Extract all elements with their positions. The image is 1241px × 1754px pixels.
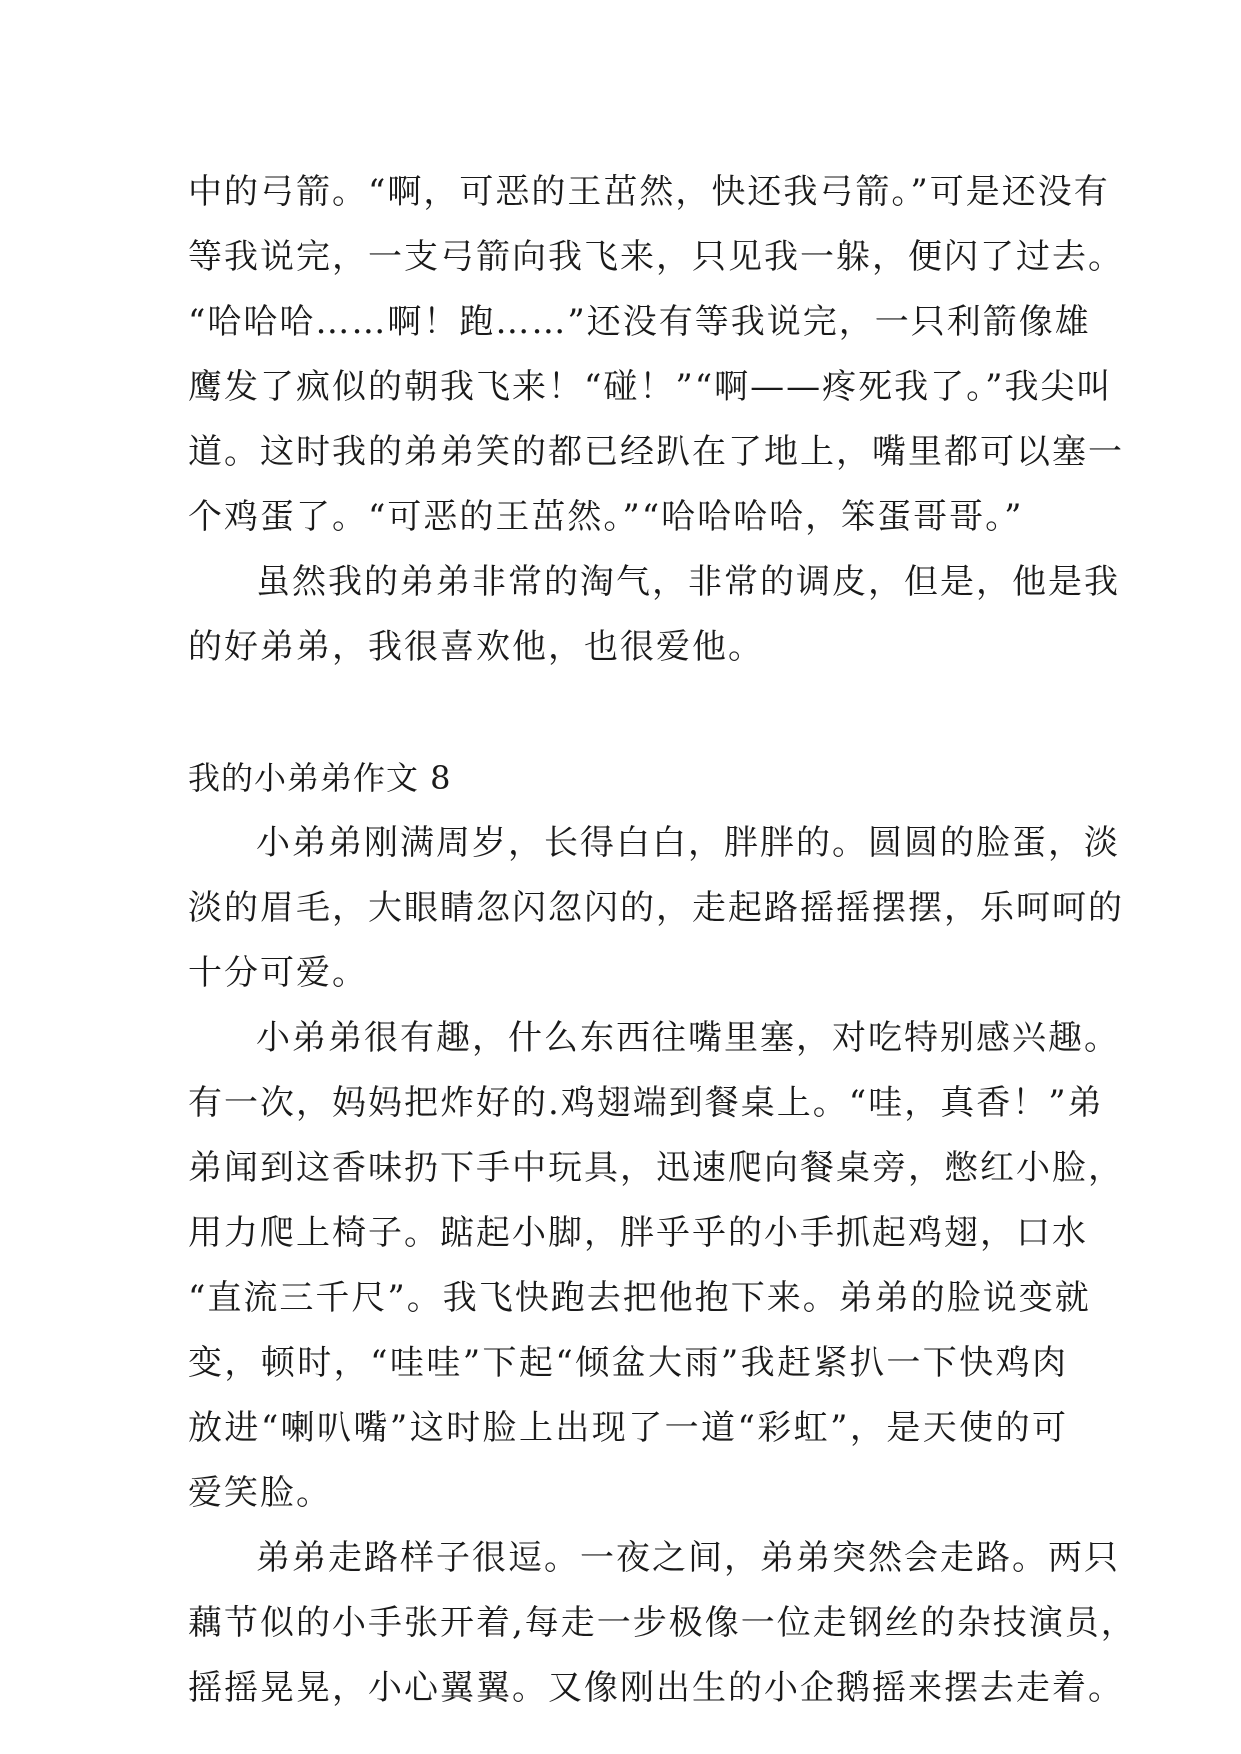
text-line: 鹰发了疯似的朝我飞来！“碰！”“啊——疼死我了。”我尖叫 (188, 367, 1113, 407)
paragraph (188, 1006, 1124, 1526)
text-line: 爱笑脸。 (188, 1473, 332, 1513)
text-line: 变，顿时，“哇哇”下起“倾盆大雨”我赶紧扒一下快鸡肉 (188, 1343, 1068, 1383)
text-line: “直流三千尺”。我飞快跑去把他抱下来。弟弟的脸说变就 (188, 1278, 1091, 1318)
paragraph (188, 811, 1124, 1006)
text-line: 藕节似的小手张开着,每走一步极像一位走钢丝的杂技演员， (188, 1603, 1137, 1643)
text-line: 淡的眉毛，大眼睛忽闪忽闪的，走起路摇摇摆摆，乐呵呵的 (188, 888, 1124, 928)
text-line: 虽然我的弟弟非常的淘气，非常的调皮，但是，他是我 (256, 562, 1120, 602)
text-line: 摇摇晃晃，小心翼翼。又像刚出生的小企鹅摇来摆去走着。 (188, 1668, 1124, 1708)
text-line: 弟弟走路样子很逗。一夜之间，弟弟突然会走路。两只 (256, 1538, 1120, 1578)
text-line: 的好弟弟，我很喜欢他，也很爱他。 (188, 627, 764, 667)
section-gap (188, 680, 1068, 746)
paragraph (188, 550, 1120, 680)
paragraph (188, 1526, 1137, 1721)
text-line: 中的弓箭。“啊，可恶的王茁然，快还我弓箭。”可是还没有 (188, 172, 1110, 212)
text-line: 小弟弟刚满周岁，长得白白，胖胖的。圆圆的脸蛋，淡 (256, 823, 1120, 863)
text-line: 等我说完，一支弓箭向我飞来，只见我一躲，便闪了过去。 (188, 237, 1124, 277)
section-heading: 我的小弟弟作文 8 (188, 759, 452, 797)
paragraph (188, 160, 1124, 550)
text-line: 用力爬上椅子。踮起小脚，胖乎乎的小手抓起鸡翅，口水 (188, 1213, 1088, 1253)
text-line: 道。这时我的弟弟笑的都已经趴在了地上，嘴里都可以塞一 (188, 432, 1124, 472)
text-line: 放进“喇叭嘴”这时脸上出现了一道“彩虹”，是天使的可 (188, 1408, 1068, 1448)
text-line: 弟闻到这香味扔下手中玩具，迅速爬向餐桌旁，憋红小脸， (188, 1148, 1124, 1188)
text-line: 小弟弟很有趣，什么东西往嘴里塞，对吃特别感兴趣。 (256, 1018, 1120, 1058)
text-line: 十分可爱。 (188, 953, 368, 993)
text-line: “哈哈哈……啊！跑……”还没有等我说完，一只利箭像雄 (188, 302, 1091, 342)
text-line: 有一次，妈妈把炸好的.鸡翅端到餐桌上。“哇，真香！”弟 (188, 1083, 1104, 1123)
document-body (188, 160, 1137, 1721)
text-line: 个鸡蛋了。“可恶的王茁然。”“哈哈哈哈，笨蛋哥哥。” (188, 497, 1024, 537)
